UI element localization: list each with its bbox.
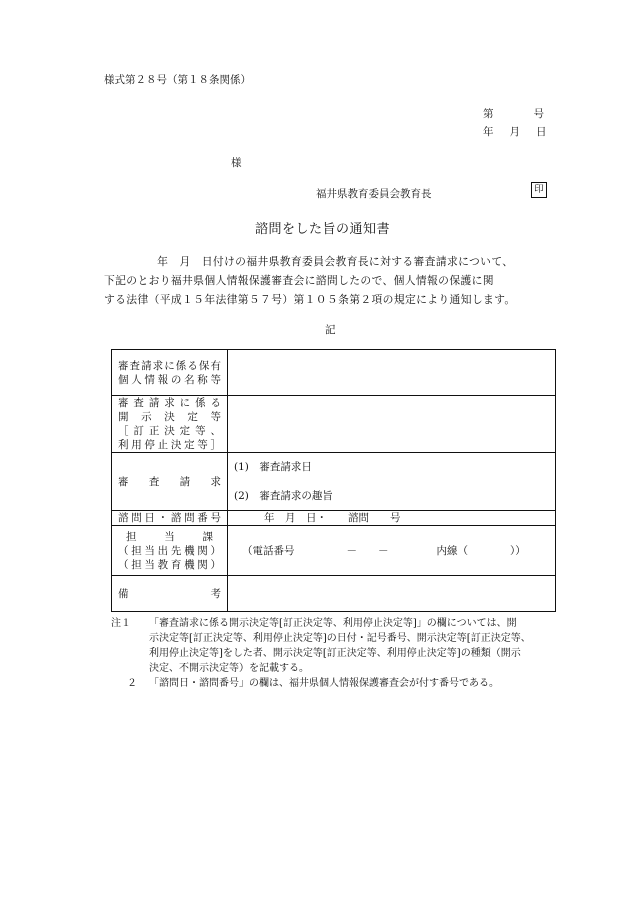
note-2	[111, 676, 563, 691]
table-row	[112, 453, 556, 511]
date-month: 月	[509, 126, 520, 138]
body-line-2: 下記のとおり福井県個人情報保護審査会に諮問したので、個人情報の保護に関	[104, 274, 494, 287]
body-line-3: する法律（平成１５年法律第５７号）第１０５条第２項の規定により通知します。	[104, 293, 516, 306]
value-examination-request	[228, 453, 556, 511]
notification-table	[111, 349, 556, 612]
note-marker: ２	[127, 678, 137, 689]
label-text: （担当出先機関）	[118, 544, 221, 557]
value-disclosure-decision	[228, 396, 556, 453]
notes-section	[111, 616, 563, 691]
exam-request-date: (1) 審査請求日	[234, 460, 312, 473]
table-row	[112, 396, 556, 453]
value-consultation-number: 年 月 日・ 諮問 号	[228, 511, 556, 526]
note-1	[111, 616, 563, 676]
label-examination-request	[112, 453, 228, 511]
note-line: 示決定等[訂正決定等、利用停止決定等]の日付・記号番号、開示決定等[訂正決定等、	[149, 633, 531, 644]
doc-number-suffix: 号	[533, 108, 544, 120]
note-marker: 注１	[111, 618, 131, 629]
label-text: 諮問日・諮問番号	[118, 512, 221, 524]
label-consultation-number	[112, 511, 228, 526]
exam-request-purpose: (2) 審査請求の趣旨	[234, 489, 333, 502]
table-row	[112, 576, 556, 612]
label-text: 利用停止決定等］	[118, 439, 221, 451]
addressee-suffix: 様	[231, 157, 242, 169]
extension-label: 内線（	[436, 544, 468, 557]
label-text: ［訂正決定等、	[118, 425, 221, 437]
document-number	[483, 106, 544, 121]
note-line: 利用停止決定等]をした者、開示決定等[訂正決定等、利用停止決定等]の種類（開示	[149, 648, 521, 659]
label-text: 審査請求	[118, 475, 221, 488]
label-text: 個人情報の名称等	[118, 373, 221, 386]
value-remarks	[228, 576, 556, 612]
label-holding-info	[112, 350, 228, 396]
form-number: 様式第２８号（第１８条関係）	[104, 74, 251, 86]
body-line-1: 年 月 日付けの福井県教育委員会教育長に対する審査請求について、	[146, 255, 514, 268]
date-year: 年	[483, 126, 494, 138]
seal-mark: 印	[531, 182, 547, 198]
value-holding-info	[228, 350, 556, 396]
issuer-name: 福井県教育委員会教育長	[316, 188, 432, 200]
doc-number-prefix: 第	[483, 108, 494, 120]
phone-dashes: － －	[346, 544, 389, 557]
document-title: 諮問をした旨の通知書	[255, 222, 391, 237]
label-text: （担当教育機関）	[118, 558, 221, 571]
table-row	[112, 350, 556, 396]
extension-close: ））	[510, 544, 526, 557]
date-day: 日	[536, 126, 547, 138]
table-row	[112, 511, 556, 526]
note-line: 「審査請求に係る開示決定等[訂正決定等、利用停止決定等]」の欄については、開	[149, 618, 517, 629]
value-department-phone	[228, 526, 556, 576]
ki-heading: 記	[325, 324, 336, 336]
label-text: 審査請求に係る	[118, 397, 221, 409]
label-disclosure-decision	[112, 396, 228, 453]
table-row	[112, 526, 556, 576]
label-text: 備考	[118, 587, 221, 600]
label-text: 開示決定等	[118, 411, 221, 423]
note-line: 「諮問日・諮問番号」の欄は、福井県個人情報保護審査会が付す番号である。	[149, 678, 499, 689]
label-text: 審査請求に係る保有	[118, 359, 221, 372]
note-line: 決定、不開示決定等）を記載する。	[149, 663, 309, 674]
label-remarks	[112, 576, 228, 612]
label-department	[112, 526, 228, 576]
body-paragraph	[104, 252, 564, 309]
label-text: 担当課	[126, 530, 213, 543]
phone-label: （電話番号	[242, 544, 295, 557]
issue-date	[483, 124, 547, 139]
